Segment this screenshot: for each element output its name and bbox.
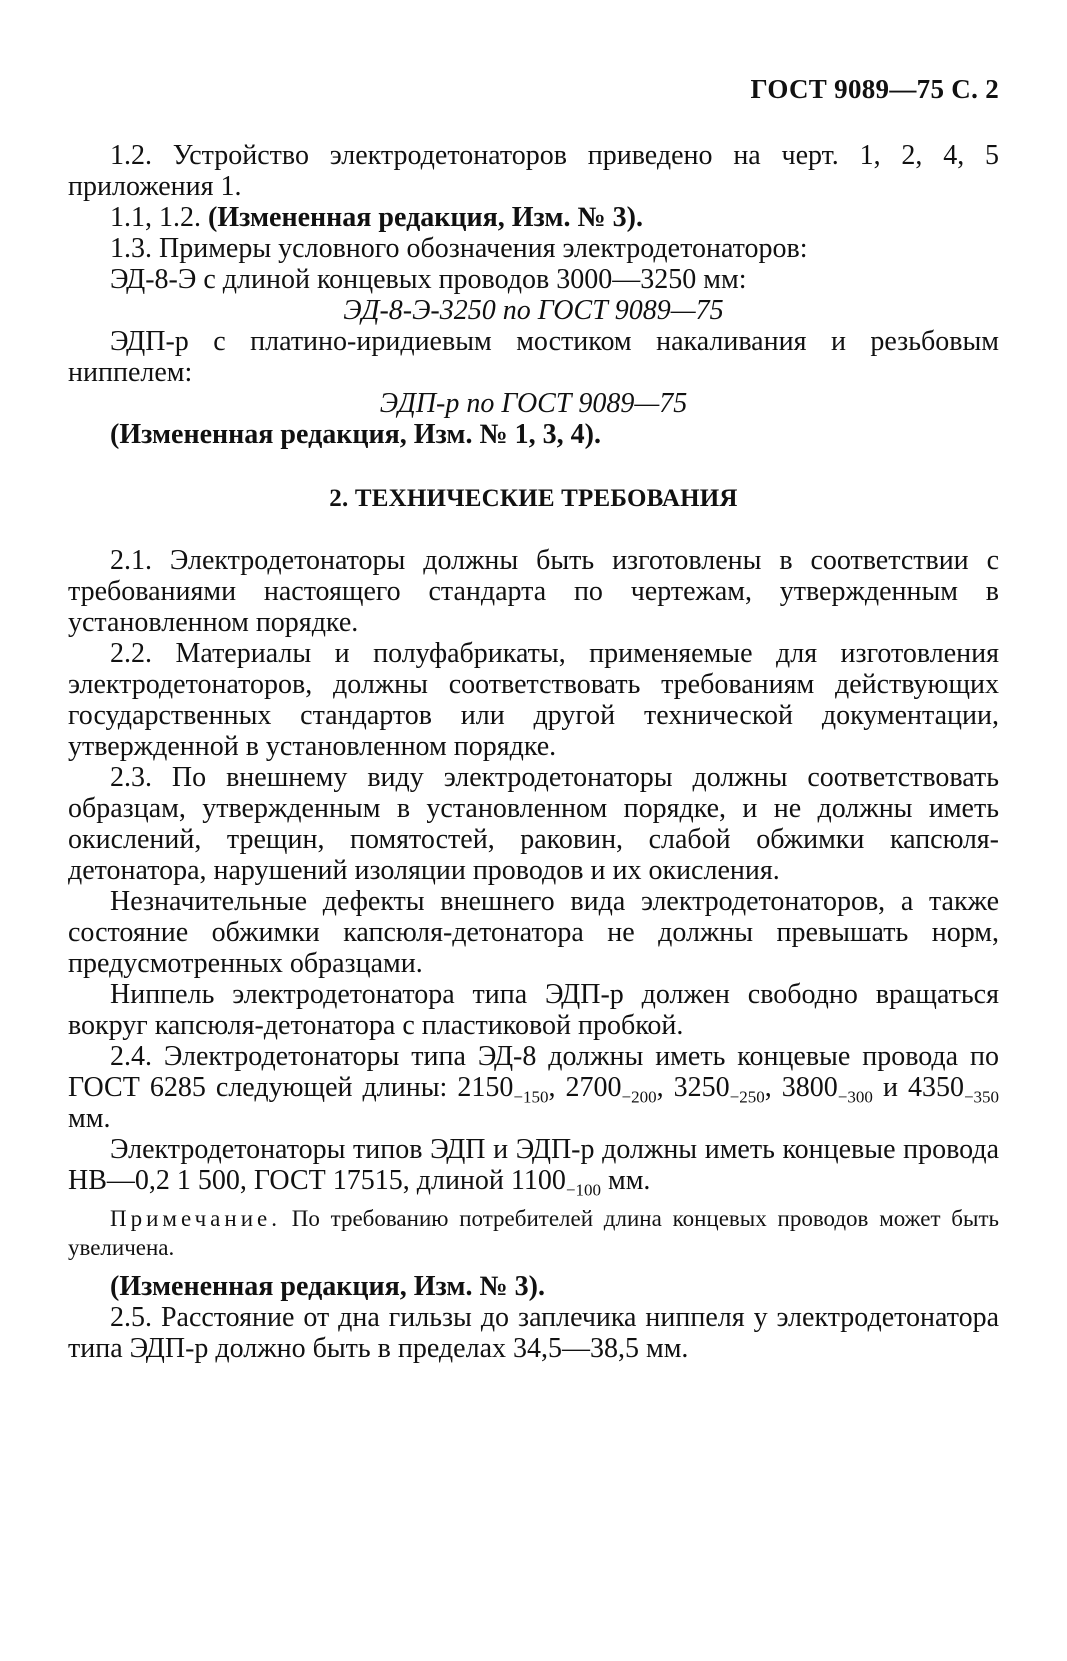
section-2-title: 2. ТЕХНИЧЕСКИЕ ТРЕБОВАНИЯ bbox=[329, 485, 738, 512]
clause-2-5: 2.5. Расстояние от дна гильзы до заплечика ниппеля у электродетонатора типа ЭДП-р должно быть в пределах 34,5—38,5 мм. bbox=[68, 1302, 999, 1364]
length-2: $2700_{-200}$ bbox=[565, 1072, 657, 1107]
clause-1-3: 1.3. Примеры условного обозначения электродетонаторов: bbox=[110, 233, 808, 264]
clause-2-4-edp-text: Электродетонаторы типов ЭДП и ЭДП-р должны иметь концевые провода НВ—0,2 1 500, ГОСТ 17515, длиной bbox=[68, 1134, 999, 1196]
clause-1-1-1-2-revision bbox=[68, 202, 999, 233]
length-1: $2150_{-150}$ bbox=[457, 1072, 549, 1107]
clause-ref: 1.1, 1.2. bbox=[110, 202, 201, 233]
wire-length: $1100_{-100}$ bbox=[510, 1165, 601, 1200]
example-1-text: ЭД-8-Э с длиной концевых проводов 3000—3250 мм: bbox=[110, 264, 747, 295]
unit-mm: мм. bbox=[68, 1103, 111, 1134]
clause-2-4: 2.4. Электродетонаторы типа ЭД-8 должны иметь концевые провода по ГОСТ 6285 следующей длины: $2150_{-150}$, $2700_{-200}$, $3250_{-250}$, $3800_{-300}$ и $4350_{-350}$ мм. bbox=[68, 1041, 1000, 1134]
and-word: и bbox=[882, 1072, 898, 1103]
length-5: $4350_{-350}$ bbox=[907, 1072, 1000, 1107]
clause-2-3: 2.3. По внешнему виду электродетонаторы должны соответствовать образцам, утвержденным в установленном порядке, и не должны иметь окислений, трещин, помятостей, раковин, слабой обжимки капсюля-детонатора, нарушений изоляции проводов и их окисления. bbox=[68, 762, 999, 886]
clause-2-1: 2.1. Электродетонаторы должны быть изготовлены в соответствии с требованиями настоящего стандарта по чертежам, утвержденным в установленном порядке. bbox=[68, 545, 999, 638]
clause-2-3-nipple: Ниппель электродетонатора типа ЭДП-р должен свободно вращаться вокруг капсюля-детонатора с пластиковой пробкой. bbox=[68, 979, 999, 1041]
revision-note-2: (Измененная редакция, Изм. № 3). bbox=[110, 1271, 545, 1302]
example-2-text: ЭДП-р с платино-иридиевым мостиком накаливания и резьбовым ниппелем: bbox=[68, 326, 999, 388]
revision-note-1: (Измененная редакция, Изм. № 1, 3, 4). bbox=[110, 419, 601, 450]
clause-2-2: 2.2. Материалы и полуфабрикаты, применяемые для изготовления электродетонаторов, должны соответствовать требованиям действующих государственных стандартов или другой технической документации, утвержденной в установленном порядке. bbox=[68, 638, 999, 762]
note-label: Примечание. bbox=[110, 1206, 281, 1231]
clause-1-2: 1.2. Устройство электродетонаторов приведено на черт. 1, 2, 4, 5 приложения 1. bbox=[68, 140, 999, 202]
example-2-code: ЭДП-р по ГОСТ 9089—75 bbox=[379, 388, 688, 419]
note-text: По требованию потребителей длина концевых проводов может быть увеличена. bbox=[68, 1206, 999, 1260]
example-1-code: ЭД-8-Э-3250 по ГОСТ 9089—75 bbox=[343, 295, 724, 326]
revision-note: (Измененная редакция, Изм. № 3). bbox=[208, 202, 643, 233]
clause-2-3-defects: Незначительные дефекты внешнего вида электродетонаторов, а также состояние обжимки капсюля-детонатора не должны превышать норм, предусмотренных образцами. bbox=[68, 886, 999, 979]
clause-2-4-text: 2.4. Электродетонаторы типа ЭД-8 должны иметь концевые провода по ГОСТ 6285 следующей длины: bbox=[68, 1041, 999, 1103]
unit-mm-2: мм. bbox=[607, 1165, 651, 1196]
document-body bbox=[68, 140, 999, 1364]
clause-2-4-edp bbox=[68, 1134, 999, 1200]
length-3: $3250_{-250}$ bbox=[673, 1072, 765, 1107]
page-header: ГОСТ 9089—75 С. 2 bbox=[750, 74, 999, 104]
length-4: $3800_{-300}$ bbox=[781, 1072, 873, 1107]
note bbox=[68, 1204, 999, 1262]
